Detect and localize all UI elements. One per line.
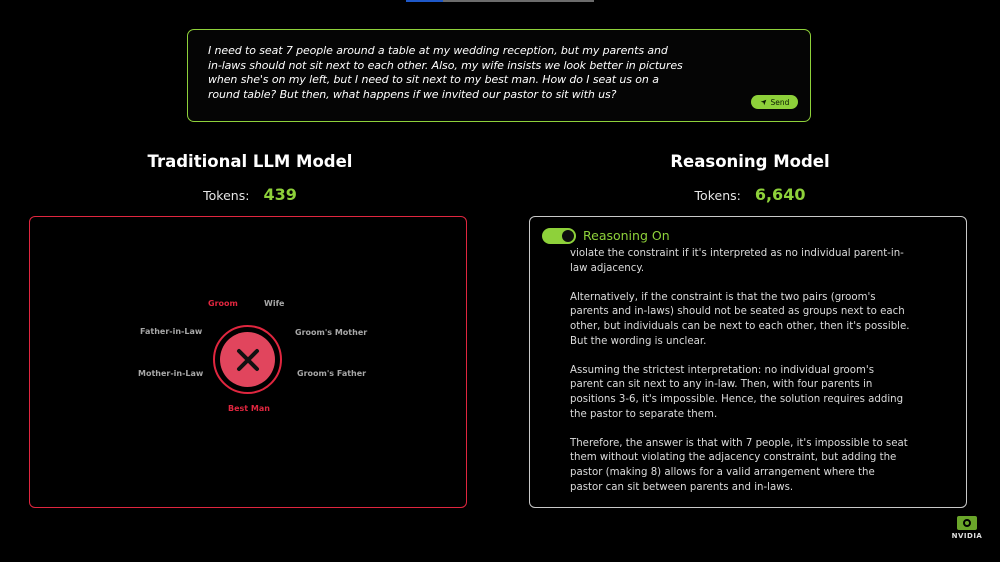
seat-grooms-mother: Groom's Mother	[295, 328, 368, 337]
tokens-label: Tokens:	[203, 188, 250, 203]
seat-wife: Wife	[264, 299, 285, 308]
reasoning-output-panel[interactable]	[529, 216, 967, 508]
x-fail-icon	[235, 347, 261, 373]
nvidia-wordmark: NVIDIA	[951, 532, 983, 540]
traditional-output-panel	[29, 216, 467, 508]
seat-father-in-law: Father-in-Law	[140, 327, 203, 336]
seat-best-man: Best Man	[228, 404, 270, 413]
reasoning-paragraph: violate the constraint if it's interpreted as no individual parent-in-law adjacency.	[570, 248, 904, 274]
seat-groom: Groom	[208, 299, 238, 308]
progress-bar	[406, 0, 594, 2]
reasoning-model-title: Reasoning Model	[670, 152, 830, 171]
traditional-model-title: Traditional LLM Model	[147, 152, 353, 171]
prompt-box[interactable]	[187, 29, 811, 122]
reasoning-toggle[interactable]	[542, 228, 576, 244]
send-button[interactable]	[751, 95, 798, 109]
nvidia-eye-icon	[957, 516, 977, 530]
reasoning-paragraph: Alternatively, if the constraint is that the two pairs (groom's parents and in-laws) should not be seated as groups next to each other, but individuals can be next to each other, then it's possible. But the wording is unclear.	[570, 291, 910, 347]
reasoning-tokens	[600, 185, 900, 204]
seat-grooms-father: Groom's Father	[297, 369, 367, 378]
reasoning-paragraph: Assuming the strictest interpretation: no individual groom's parent can sit next to any in-law. Then, with four parents in positions 3-6, it's impossible. Hence, the solution requires adding the pastor to separate them.	[570, 364, 904, 420]
traditional-tokens	[100, 185, 400, 204]
nvidia-logo	[950, 516, 984, 540]
send-icon	[760, 99, 767, 106]
fail-indicator	[213, 325, 282, 394]
prompt-text: I need to seat 7 people around a table at my wedding reception, but my parents and in-laws should not sit next to each other. Also, my wife insists we look better in pictures when she's on my left, but I need to sit next to my best man. How do I seat us on a round table? But then, what happens if we invited our pastor to sit with us?	[208, 44, 683, 101]
tokens-value: 439	[263, 185, 297, 204]
reasoning-paragraph: Therefore, the answer is that with 7 people, it's impossible to seat them without violating the adjacency constraint, but adding the pastor (making 8) allows for a valid arrangement where the pastor can sit between parents and in-laws.	[570, 437, 908, 493]
send-label: Send	[770, 97, 790, 107]
reasoning-text	[570, 247, 910, 510]
reasoning-toggle-label: Reasoning On	[583, 228, 670, 243]
seat-mother-in-law: Mother-in-Law	[138, 369, 204, 378]
tokens-value: 6,640	[754, 185, 806, 204]
tokens-label: Tokens:	[694, 188, 741, 203]
